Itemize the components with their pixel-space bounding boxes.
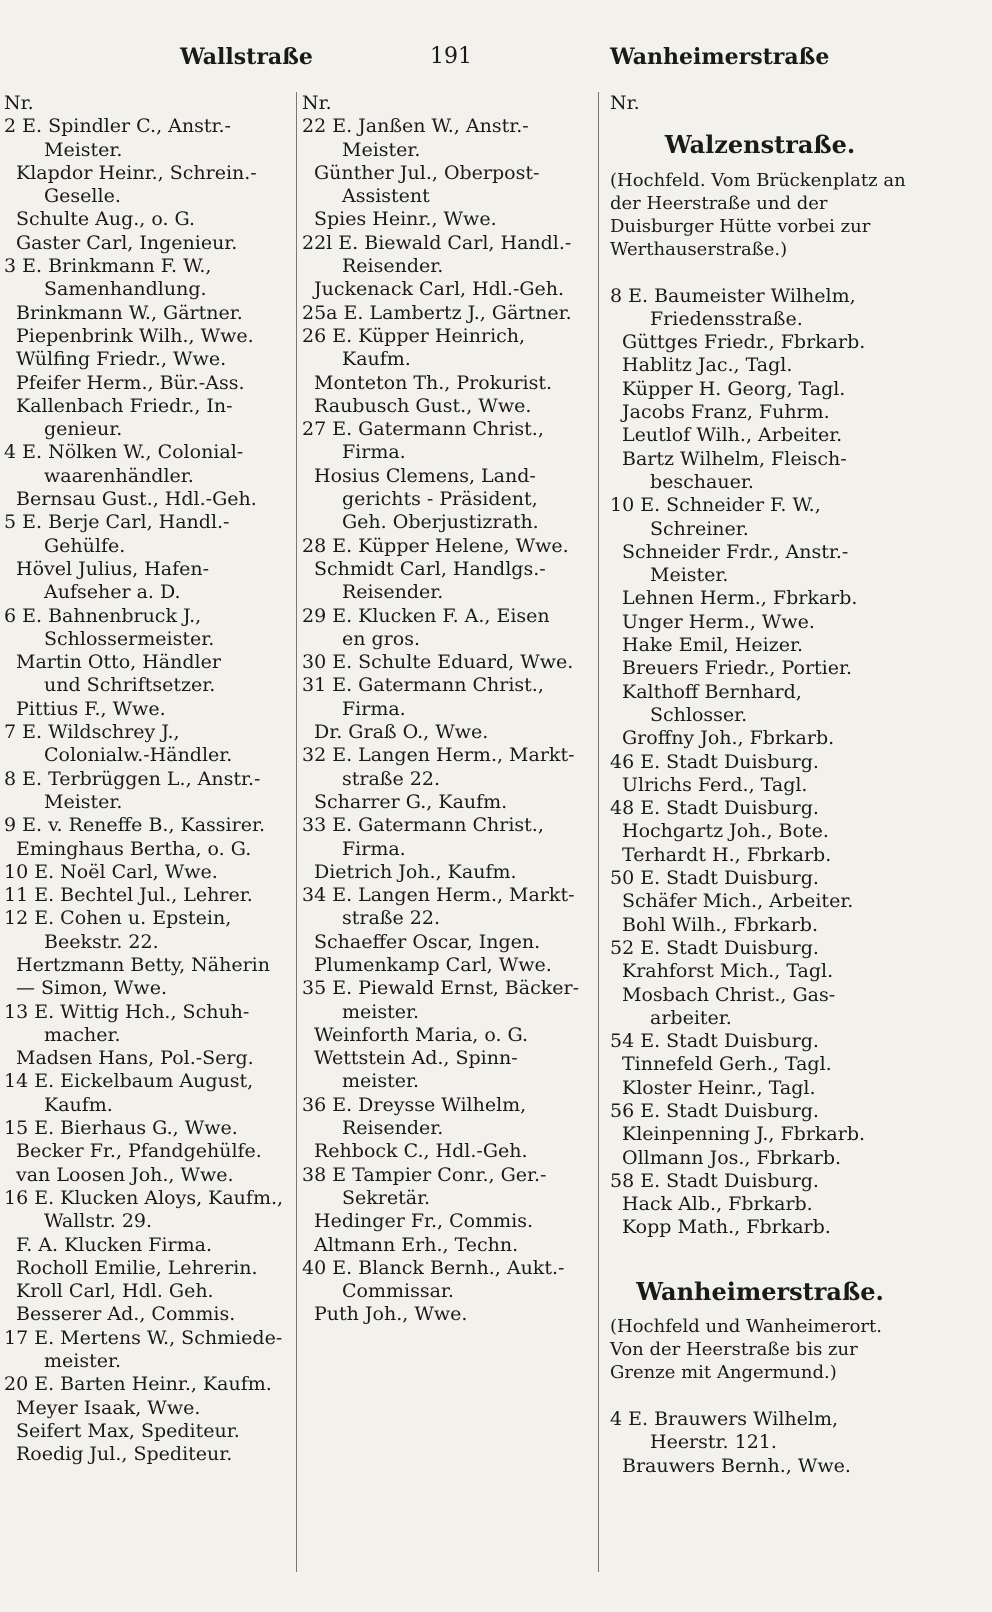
directory-entry-line: Eminghaus Bertha, o. G. bbox=[16, 837, 252, 860]
header-left-street: Wallstraße bbox=[180, 44, 313, 70]
directory-entry-line: 20 E. Barten Heinr., Kaufm. bbox=[4, 1373, 272, 1396]
directory-entry-line: meister. bbox=[44, 1350, 122, 1373]
page-header bbox=[0, 38, 992, 78]
directory-entry-line: Günther Jul., Oberpost- bbox=[314, 161, 540, 184]
directory-entry-line: Gaster Carl, Ingenieur. bbox=[16, 231, 238, 254]
street-entries bbox=[610, 285, 910, 1240]
directory-entry-line: Schlossermeister. bbox=[44, 627, 215, 650]
directory-entry-line: 22 E. Janßen W., Anstr.- bbox=[302, 115, 529, 138]
directory-entry-line: 8 E. Terbrüggen L., Anstr.- bbox=[4, 767, 261, 790]
directory-entry-line: Gehülfe. bbox=[44, 534, 126, 557]
directory-entry-line: 4 E. Nölken W., Colonial- bbox=[4, 441, 244, 464]
directory-entry-line: Bohl Wilh., Fbrkarb. bbox=[622, 913, 819, 936]
directory-entry-line: Meister. bbox=[650, 564, 729, 587]
directory-entry-line: 58 E. Stadt Duisburg. bbox=[610, 1169, 819, 1192]
nr-label: Nr. bbox=[610, 92, 640, 114]
directory-entry-line: Reisender. bbox=[342, 255, 444, 278]
directory-entry-line: Hertzmann Betty, Näherin bbox=[16, 953, 270, 976]
directory-entry-line: 4 E. Brauwers Wilhelm, bbox=[610, 1408, 839, 1431]
directory-entry-line: genieur. bbox=[44, 418, 123, 441]
directory-entry-line: Hedinger Fr., Commis. bbox=[314, 1210, 533, 1233]
column-divider bbox=[296, 92, 297, 1572]
directory-entry-line: Becker Fr., Pfandgehülfe. bbox=[16, 1140, 262, 1163]
directory-entry-line: Nr. bbox=[302, 92, 332, 114]
street-title: Walzenstraße. bbox=[664, 130, 856, 160]
directory-entry-line: Raubusch Gust., Wwe. bbox=[314, 394, 532, 417]
header-right-street: Wanheimerstraße bbox=[610, 44, 830, 70]
directory-entry-line: Aufseher a. D. bbox=[44, 581, 181, 604]
directory-entry-line: Kloster Heinr., Tagl. bbox=[622, 1076, 816, 1099]
directory-entry-line: Seifert Max, Spediteur. bbox=[16, 1419, 240, 1442]
directory-entry-line: 9 E. v. Reneffe B., Kassirer. bbox=[4, 814, 265, 837]
directory-entry-line: 56 E. Stadt Duisburg. bbox=[610, 1099, 819, 1122]
directory-entry-line: 28 E. Küpper Helene, Wwe. bbox=[302, 534, 569, 557]
directory-entry-line: Kopp Math., Fbrkarb. bbox=[622, 1216, 831, 1239]
directory-entry-line: Tinnefeld Gerh., Tagl. bbox=[622, 1053, 832, 1076]
street-description: (Hochfeld und Wanheimerort. Von der Heerstraße bis zur Grenze mit Angermund.) bbox=[610, 1316, 882, 1384]
directory-entry-line: Assistent bbox=[342, 185, 430, 208]
directory-entry-line: Schlosser. bbox=[650, 703, 748, 726]
directory-entry-line: Kleinpenning J., Fbrkarb. bbox=[622, 1123, 866, 1146]
directory-entry-line: 11 E. Bechtel Jul., Lehrer. bbox=[4, 884, 253, 907]
directory-entry-line: Weinforth Maria, o. G. bbox=[314, 1023, 529, 1046]
directory-entry-line: 14 E. Eickelbaum August, bbox=[4, 1070, 254, 1093]
column-2 bbox=[302, 92, 594, 1327]
directory-entry-line: Monteton Th., Prokurist. bbox=[314, 371, 553, 394]
directory-entry-line: Geh. Oberjustizrath. bbox=[342, 511, 539, 534]
directory-entry-line: 3 E. Brinkmann F. W., bbox=[4, 255, 212, 278]
street-title: Wanheimerstraße. bbox=[636, 1276, 884, 1306]
directory-entry-line: Bernsau Gust., Hdl.-Geh. bbox=[16, 488, 257, 511]
directory-entry-line: straße 22. bbox=[342, 767, 440, 790]
directory-entry-line: 13 E. Wittig Hch., Schuh- bbox=[4, 1000, 250, 1023]
directory-entry-line: 29 E. Klucken F. A., Eisen bbox=[302, 604, 550, 627]
directory-entry-line: Wülfing Friedr., Wwe. bbox=[16, 348, 227, 371]
directory-entry-line: 10 E. Noël Carl, Wwe. bbox=[4, 860, 218, 883]
directory-entry-line: Puth Joh., Wwe. bbox=[314, 1303, 468, 1326]
directory-entry-line: Schulte Aug., o. G. bbox=[16, 208, 196, 231]
directory-entry-line: Roedig Jul., Spediteur. bbox=[16, 1443, 233, 1466]
directory-entry-line: Firma. bbox=[342, 837, 406, 860]
directory-entry-line: 52 E. Stadt Duisburg. bbox=[610, 936, 819, 959]
directory-entry-line: Altmann Erh., Techn. bbox=[314, 1233, 519, 1256]
directory-entry-line: 7 E. Wildschrey J., bbox=[4, 721, 180, 744]
directory-entry-line: Lehnen Herm., Fbrkarb. bbox=[622, 587, 858, 610]
directory-entry-line: Scharrer G., Kaufm. bbox=[314, 790, 508, 813]
directory-entry-line: Commissar. bbox=[342, 1280, 454, 1303]
directory-entry-line: 22l E. Biewald Carl, Handl.- bbox=[302, 231, 572, 254]
directory-entry-line: Schmidt Carl, Handlgs.- bbox=[314, 557, 546, 580]
directory-entry-line: Kaufm. bbox=[44, 1093, 113, 1116]
directory-entry-line: Rehbock C., Hdl.-Geh. bbox=[314, 1140, 528, 1163]
directory-entry-line: Krahforst Mich., Tagl. bbox=[622, 960, 834, 983]
directory-entry-line: Piepenbrink Wilh., Wwe. bbox=[16, 324, 254, 347]
directory-entry-line: Sekretär. bbox=[342, 1186, 431, 1209]
directory-entry-line: arbeiter. bbox=[650, 1006, 732, 1029]
directory-entry-line: Jacobs Franz, Fuhrm. bbox=[622, 401, 830, 424]
directory-entry-line: 46 E. Stadt Duisburg. bbox=[610, 750, 819, 773]
directory-entry-line: Meister. bbox=[44, 138, 123, 161]
directory-entry-line: macher. bbox=[44, 1023, 121, 1046]
directory-entry-line: Juckenack Carl, Hdl.-Geh. bbox=[314, 278, 565, 301]
directory-entry-line: Schäfer Mich., Arbeiter. bbox=[622, 890, 854, 913]
directory-entry-line: Besserer Ad., Commis. bbox=[16, 1303, 236, 1326]
directory-entry-line: Madsen Hans, Pol.-Serg. bbox=[16, 1047, 254, 1070]
directory-entry-line: Meyer Isaak, Wwe. bbox=[16, 1396, 201, 1419]
directory-entry-line: waarenhändler. bbox=[44, 464, 194, 487]
directory-entry-line: 48 E. Stadt Duisburg. bbox=[610, 797, 819, 820]
directory-entry-line: 26 E. Küpper Heinrich, bbox=[302, 324, 526, 347]
directory-entry-line: Plumenkamp Carl, Wwe. bbox=[314, 953, 552, 976]
street-entries bbox=[610, 1408, 910, 1478]
directory-entry-line: Schreiner. bbox=[650, 517, 749, 540]
directory-entry-line: Bartz Wilhelm, Fleisch- bbox=[622, 447, 847, 470]
directory-entry-line: Firma. bbox=[342, 697, 406, 720]
directory-entry-line: en gros. bbox=[342, 627, 420, 650]
directory-entry-line: 38 E Tampier Conr., Ger.- bbox=[302, 1163, 547, 1186]
directory-entry-line: 33 E. Gatermann Christ., bbox=[302, 814, 544, 837]
directory-entry-line: Firma. bbox=[342, 441, 406, 464]
directory-entry-line: Samenhandlung. bbox=[44, 278, 207, 301]
directory-entry-line: Reisender. bbox=[342, 1117, 444, 1140]
directory-entry-line: 35 E. Piewald Ernst, Bäcker- bbox=[302, 977, 579, 1000]
directory-entry-line: Leutlof Wilh., Arbeiter. bbox=[622, 424, 843, 447]
directory-entry-line: 16 E. Klucken Aloys, Kaufm., bbox=[4, 1186, 284, 1209]
directory-entry-line: 6 E. Bahnenbruck J., bbox=[4, 604, 202, 627]
directory-entry-line: Kaufm. bbox=[342, 348, 411, 371]
directory-entry-line: Wallstr. 29. bbox=[44, 1210, 153, 1233]
directory-entry-line: Heerstr. 121. bbox=[650, 1431, 777, 1454]
directory-entry-line: Brauwers Bernh., Wwe. bbox=[622, 1454, 851, 1477]
directory-entry-line: 32 E. Langen Herm., Markt- bbox=[302, 744, 575, 767]
directory-entry-line: Beekstr. 22. bbox=[44, 930, 159, 953]
directory-entry-line: Ollmann Jos., Fbrkarb. bbox=[622, 1146, 842, 1169]
directory-entry-line: Hosius Clemens, Land- bbox=[314, 464, 536, 487]
directory-entry-line: Breuers Friedr., Portier. bbox=[622, 657, 853, 680]
directory-entry-line: Schaeffer Oscar, Ingen. bbox=[314, 930, 541, 953]
directory-entry-line: 15 E. Bierhaus G., Wwe. bbox=[4, 1117, 238, 1140]
directory-entry-line: Nr. bbox=[4, 92, 34, 114]
directory-entry-line: Meister. bbox=[342, 138, 421, 161]
directory-entry-line: 54 E. Stadt Duisburg. bbox=[610, 1030, 819, 1053]
directory-entry-line: Brinkmann W., Gärtner. bbox=[16, 301, 243, 324]
directory-entry-line: Küpper H. Georg, Tagl. bbox=[622, 377, 846, 400]
directory-entry-line: 5 E. Berje Carl, Handl.- bbox=[4, 511, 230, 534]
directory-entry-line: Kalthoff Bernhard, bbox=[622, 680, 802, 703]
directory-entry-line: Reisender. bbox=[342, 581, 444, 604]
directory-entry-line: meister. bbox=[342, 1000, 420, 1023]
directory-entry-line: Pittius F., Wwe. bbox=[16, 697, 166, 720]
directory-entry-line: 17 E. Mertens W., Schmiede- bbox=[4, 1326, 283, 1349]
directory-entry-line: 36 E. Dreysse Wilhelm, bbox=[302, 1093, 527, 1116]
directory-entry-line: Rocholl Emilie, Lehrerin. bbox=[16, 1256, 258, 1279]
directory-entry-line: Spies Heinr., Wwe. bbox=[314, 208, 497, 231]
column-3 bbox=[610, 92, 910, 1478]
directory-entry-line: Hochgartz Joh., Bote. bbox=[622, 820, 829, 843]
directory-entry-line: Dr. Graß O., Wwe. bbox=[314, 721, 489, 744]
directory-entry-line: 25a E. Lambertz J., Gärtner. bbox=[302, 301, 572, 324]
column-divider bbox=[598, 92, 599, 1572]
directory-entry-line: Wettstein Ad., Spinn- bbox=[314, 1047, 518, 1070]
directory-entry-line: 31 E. Gatermann Christ., bbox=[302, 674, 544, 697]
page-number: 191 bbox=[430, 44, 472, 69]
directory-entry-line: Ulrichs Ferd., Tagl. bbox=[622, 773, 808, 796]
directory-entry-line: meister. bbox=[342, 1070, 420, 1093]
directory-entry-line: Schneider Frdr., Anstr.- bbox=[622, 540, 849, 563]
directory-entry-line: F. A. Klucken Firma. bbox=[16, 1233, 213, 1256]
directory-entry-line: Hake Emil, Heizer. bbox=[622, 634, 803, 657]
directory-entry-line: beschauer. bbox=[650, 470, 754, 493]
directory-entry-line: 8 E. Baumeister Wilhelm, bbox=[610, 284, 856, 307]
directory-entry-line: Geselle. bbox=[44, 185, 121, 208]
directory-entry-line: Hack Alb., Fbrkarb. bbox=[622, 1193, 813, 1216]
column-1 bbox=[4, 92, 294, 1467]
directory-entry-line: Kroll Carl, Hdl. Geh. bbox=[16, 1280, 214, 1303]
directory-entry-line: straße 22. bbox=[342, 907, 440, 930]
directory-entry-line: 34 E. Langen Herm., Markt- bbox=[302, 884, 575, 907]
directory-entry-line: 2 E. Spindler C., Anstr.- bbox=[4, 115, 231, 138]
directory-entry-line: Groffny Joh., Fbrkarb. bbox=[622, 727, 835, 750]
directory-entry-line: 10 E. Schneider F. W., bbox=[610, 494, 821, 517]
directory-entry-line: 40 E. Blanck Bernh., Aukt.- bbox=[302, 1256, 565, 1279]
directory-entry-line: van Loosen Joh., Wwe. bbox=[16, 1163, 234, 1186]
directory-entry-line: Güttges Friedr., Fbrkarb. bbox=[622, 331, 866, 354]
directory-entry-line: Meister. bbox=[44, 790, 123, 813]
directory-entry-line: 12 E. Cohen u. Epstein, bbox=[4, 907, 232, 930]
directory-entry-line: Colonialw.-Händler. bbox=[44, 744, 233, 767]
directory-entry-line: Unger Herm., Wwe. bbox=[622, 610, 815, 633]
directory-entry-line: Friedensstraße. bbox=[650, 307, 803, 330]
directory-entry-line: 27 E. Gatermann Christ., bbox=[302, 418, 544, 441]
directory-entry-line: gerichts - Präsident, bbox=[342, 488, 538, 511]
directory-entry-line: Martin Otto, Händler bbox=[16, 651, 221, 674]
directory-entry-line: Dietrich Joh., Kaufm. bbox=[314, 860, 517, 883]
directory-entry-line: Pfeifer Herm., Bür.-Ass. bbox=[16, 371, 245, 394]
directory-entry-line: und Schriftsetzer. bbox=[44, 674, 216, 697]
directory-entry-line: Hablitz Jac., Tagl. bbox=[622, 354, 793, 377]
street-description: (Hochfeld. Vom Brückenplatz an der Heerstraße und der Duisburger Hütte vorbei zur Werthauserstraße.) bbox=[610, 169, 906, 260]
directory-entry-line: Terhardt H., Fbrkarb. bbox=[622, 843, 832, 866]
directory-entry-line: Kallenbach Friedr., In- bbox=[16, 394, 233, 417]
directory-entry-line: 30 E. Schulte Eduard, Wwe. bbox=[302, 651, 574, 674]
directory-entry-line: — Simon, Wwe. bbox=[16, 977, 167, 1000]
directory-entry-line: Klapdor Heinr., Schrein.- bbox=[16, 161, 257, 184]
directory-entry-line: 50 E. Stadt Duisburg. bbox=[610, 867, 819, 890]
directory-entry-line: Hövel Julius, Hafen- bbox=[16, 557, 210, 580]
directory-entry-line: Mosbach Christ., Gas- bbox=[622, 983, 836, 1006]
